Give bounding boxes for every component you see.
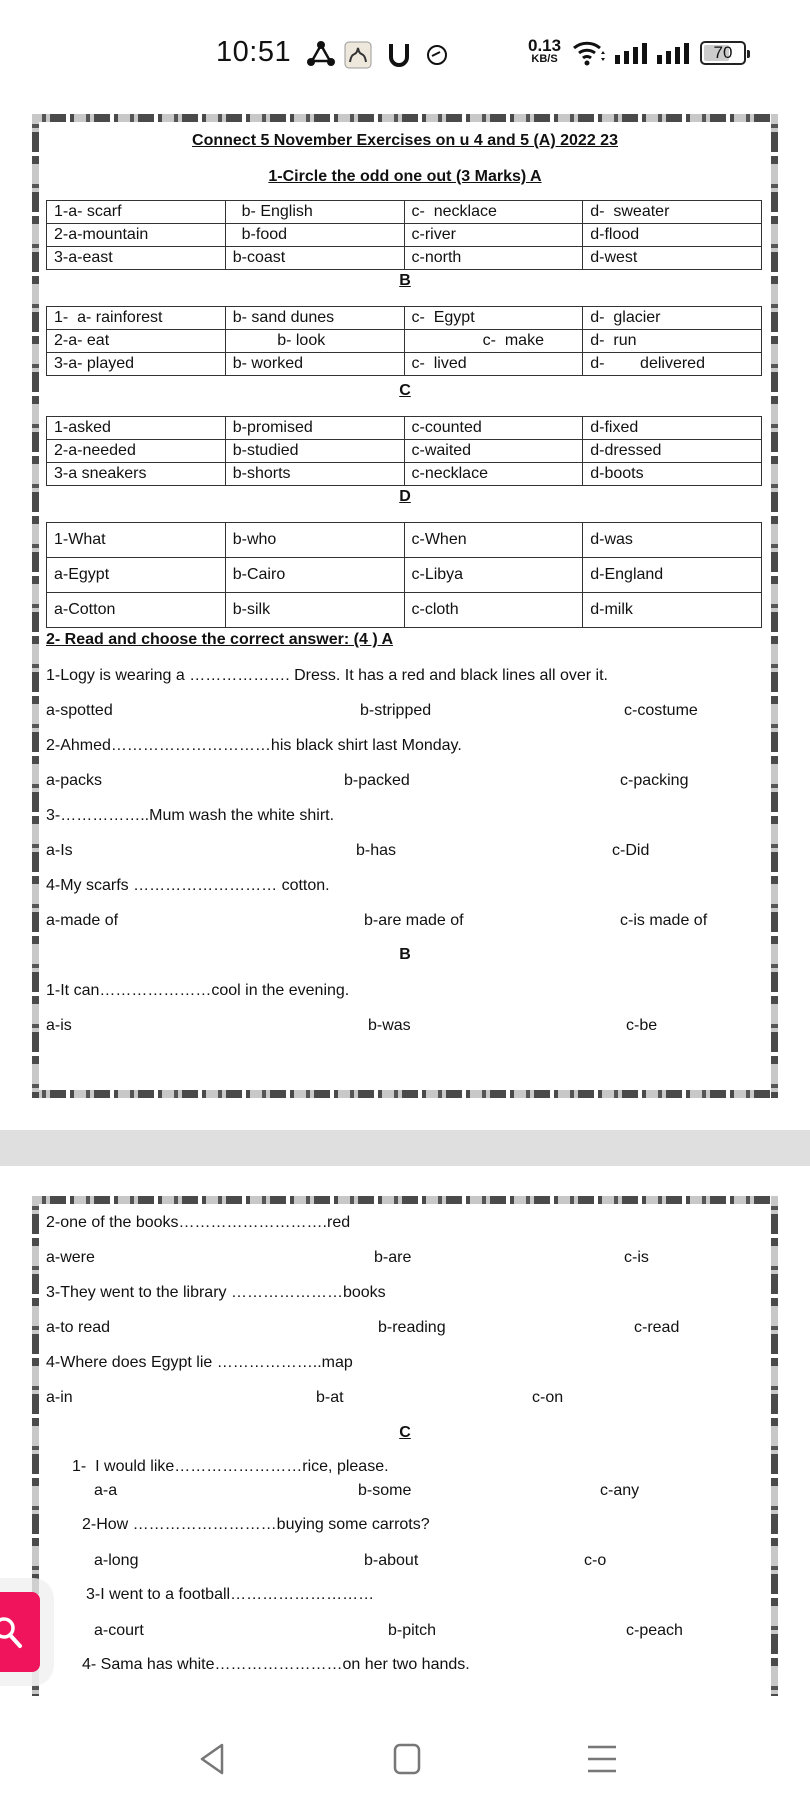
table-cell: b- sand dunes (225, 307, 404, 330)
page-border (32, 114, 778, 122)
option: b-stripped (360, 702, 432, 719)
table-cell: b- worked (225, 353, 404, 376)
wifi-icon (572, 38, 606, 71)
table-cell: 2-a- eat (47, 330, 226, 353)
table-cell: c-When (404, 523, 583, 558)
option: c-read (634, 1319, 680, 1336)
navigation-bar (0, 1720, 810, 1800)
table-cell: d-milk (583, 593, 762, 628)
table-cell: c-waited (404, 440, 583, 463)
table-row (47, 417, 762, 440)
option: c-on (532, 1389, 564, 1406)
table-cell: c-counted (404, 417, 583, 440)
table-cell: b-silk (225, 593, 404, 628)
option: c-o (584, 1552, 607, 1569)
table-row (47, 440, 762, 463)
page-border (32, 1090, 778, 1098)
option: a-made of (46, 912, 119, 929)
question-a1: 1-Logy is wearing a ………………. Dress. It has a red and black lines all over it. (46, 667, 608, 684)
search-button[interactable] (0, 1592, 40, 1672)
question-a4: 4-My scarfs ……………………… cotton. (46, 877, 330, 894)
part-c-label: C (399, 1424, 411, 1441)
option: c-Did (612, 842, 650, 859)
recents-button[interactable] (586, 1742, 618, 1781)
table-cell: c- lived (404, 353, 583, 376)
table-cell: d-flood (583, 224, 762, 247)
table-cell: b-who (225, 523, 404, 558)
page-border (32, 1196, 778, 1204)
page-separator (0, 1130, 810, 1166)
option: b-are (374, 1249, 412, 1266)
odd-one-out-table-c (46, 416, 762, 486)
option: a-to read (46, 1319, 111, 1336)
search-icon (0, 1616, 26, 1650)
option: a-long (94, 1552, 139, 1569)
table-row (47, 201, 762, 224)
document-page-2 (32, 1196, 778, 1696)
option: a-were (46, 1249, 95, 1266)
table-cell: 1- a- rainforest (47, 307, 226, 330)
table-cell: d-west (583, 247, 762, 270)
option: b-packed (344, 772, 410, 789)
table-cell: d- delivered (583, 353, 762, 376)
table-cell: 1-a- scarf (47, 201, 226, 224)
network-speed: 0.13 KB/S (528, 36, 562, 65)
option: c-any (600, 1482, 640, 1499)
battery-icon (700, 41, 746, 65)
question-c4: 4- Sama has white……………………on her two hands. (82, 1656, 470, 1673)
table-row (47, 224, 762, 247)
group-letter-d: D (399, 488, 411, 505)
table-cell: c-Libya (404, 558, 583, 593)
question-b2: 2-one of the books……………………….red (46, 1214, 351, 1231)
signal-strength-icon (614, 42, 648, 71)
option: a-in (46, 1389, 73, 1406)
home-icon (392, 1742, 422, 1776)
table-cell: d-fixed (583, 417, 762, 440)
section2-heading: 2- Read and choose the correct answer: (4 ) A (46, 631, 394, 648)
table-cell: 2-a-mountain (47, 224, 226, 247)
section1-heading: 1-Circle the odd one out (3 Marks) A (268, 168, 542, 185)
back-icon (198, 1742, 226, 1776)
option: a-Is (46, 842, 73, 859)
quran-app-icon (344, 40, 372, 75)
question-c1: 1- I would like……………………rice, please. (72, 1458, 389, 1475)
odd-one-out-table-b (46, 306, 762, 376)
table-cell: 3-a- played (47, 353, 226, 376)
table-cell: c-cloth (404, 593, 583, 628)
option: a-court (94, 1622, 144, 1639)
odd-one-out-table-d (46, 522, 762, 628)
table-cell: 1-What (47, 523, 226, 558)
table-cell: d-England (583, 558, 762, 593)
table-cell: d- sweater (583, 201, 762, 224)
option: c-is made of (620, 912, 708, 929)
question-c3: 3-I went to a football……………………… (86, 1586, 375, 1603)
question-b4: 4-Where does Egypt lie ………………..map (46, 1354, 353, 1371)
table-cell: b- look (225, 330, 404, 353)
table-cell: 2-a-needed (47, 440, 226, 463)
odd-one-out-table-a (46, 200, 762, 270)
table-cell: b-food (225, 224, 404, 247)
option: c-is (624, 1249, 649, 1266)
option: b-are made of (364, 912, 464, 929)
u-app-icon (387, 40, 411, 75)
table-row (47, 593, 762, 628)
table-cell: b- English (225, 201, 404, 224)
home-button[interactable] (392, 1742, 422, 1781)
table-cell: c- necklace (404, 201, 583, 224)
document-title: Connect 5 November Exercises on u 4 and 5 (A) 2022 23 (192, 132, 618, 149)
page-border (771, 1196, 778, 1696)
table-cell: d-boots (583, 463, 762, 486)
table-row (47, 523, 762, 558)
option: a-spotted (46, 702, 113, 719)
back-button[interactable] (198, 1742, 226, 1781)
option: b-was (368, 1017, 411, 1034)
table-cell: c-river (404, 224, 583, 247)
question-c2: 2-How ………………………buying some carrots? (82, 1516, 430, 1533)
option: b-about (364, 1552, 419, 1569)
question-b3: 3-They went to the library …………………books (46, 1284, 386, 1301)
option: b-at (316, 1389, 344, 1406)
table-cell: d-was (583, 523, 762, 558)
table-cell: b-coast (225, 247, 404, 270)
table-row (47, 353, 762, 376)
table-row (47, 558, 762, 593)
table-cell: b-promised (225, 417, 404, 440)
table-row (47, 307, 762, 330)
table-cell: a-Egypt (47, 558, 226, 593)
part-b-label: B (399, 946, 411, 963)
table-cell: c- make (404, 330, 583, 353)
option: b-some (358, 1482, 412, 1499)
table-cell: c-north (404, 247, 583, 270)
group-letter-b: B (399, 272, 411, 289)
group-letter-c: C (399, 382, 411, 399)
table-row (47, 463, 762, 486)
table-cell: b-studied (225, 440, 404, 463)
option: a-packs (46, 772, 103, 789)
table-cell: 3-a sneakers (47, 463, 226, 486)
recents-icon (586, 1742, 618, 1776)
question-a3: 3-……………..Mum wash the white shirt. (46, 807, 335, 824)
table-row (47, 247, 762, 270)
table-cell: b-shorts (225, 463, 404, 486)
option: c-be (626, 1017, 658, 1034)
table-cell: 1-asked (47, 417, 226, 440)
table-cell: 3-a-east (47, 247, 226, 270)
question-b1: 1-It can…………………cool in the evening. (46, 982, 350, 999)
option: a-a (94, 1482, 118, 1499)
question-a2: 2-Ahmed…………………………his black shirt last Monday. (46, 737, 462, 754)
option: b-pitch (388, 1622, 437, 1639)
option: b-reading (378, 1319, 446, 1336)
table-cell: a-Cotton (47, 593, 226, 628)
option: b-has (356, 842, 397, 859)
table-cell: b-Cairo (225, 558, 404, 593)
clock: 10:51 (216, 36, 292, 68)
table-cell: d-dressed (583, 440, 762, 463)
table-cell: c-necklace (404, 463, 583, 486)
table-row (47, 330, 762, 353)
table-cell: d- glacier (583, 307, 762, 330)
table-cell: c- Egypt (404, 307, 583, 330)
option: c-costume (624, 702, 698, 719)
document-page-1 (32, 114, 778, 1098)
option: c-packing (620, 772, 689, 789)
share-it-icon (306, 40, 336, 75)
status-bar (0, 0, 810, 100)
option: c-peach (626, 1622, 683, 1639)
signal-strength-icon-2 (656, 42, 690, 71)
speedometer-icon (425, 40, 449, 75)
battery-level: 70 (713, 43, 733, 62)
option: a-is (46, 1017, 72, 1034)
table-cell: d- run (583, 330, 762, 353)
